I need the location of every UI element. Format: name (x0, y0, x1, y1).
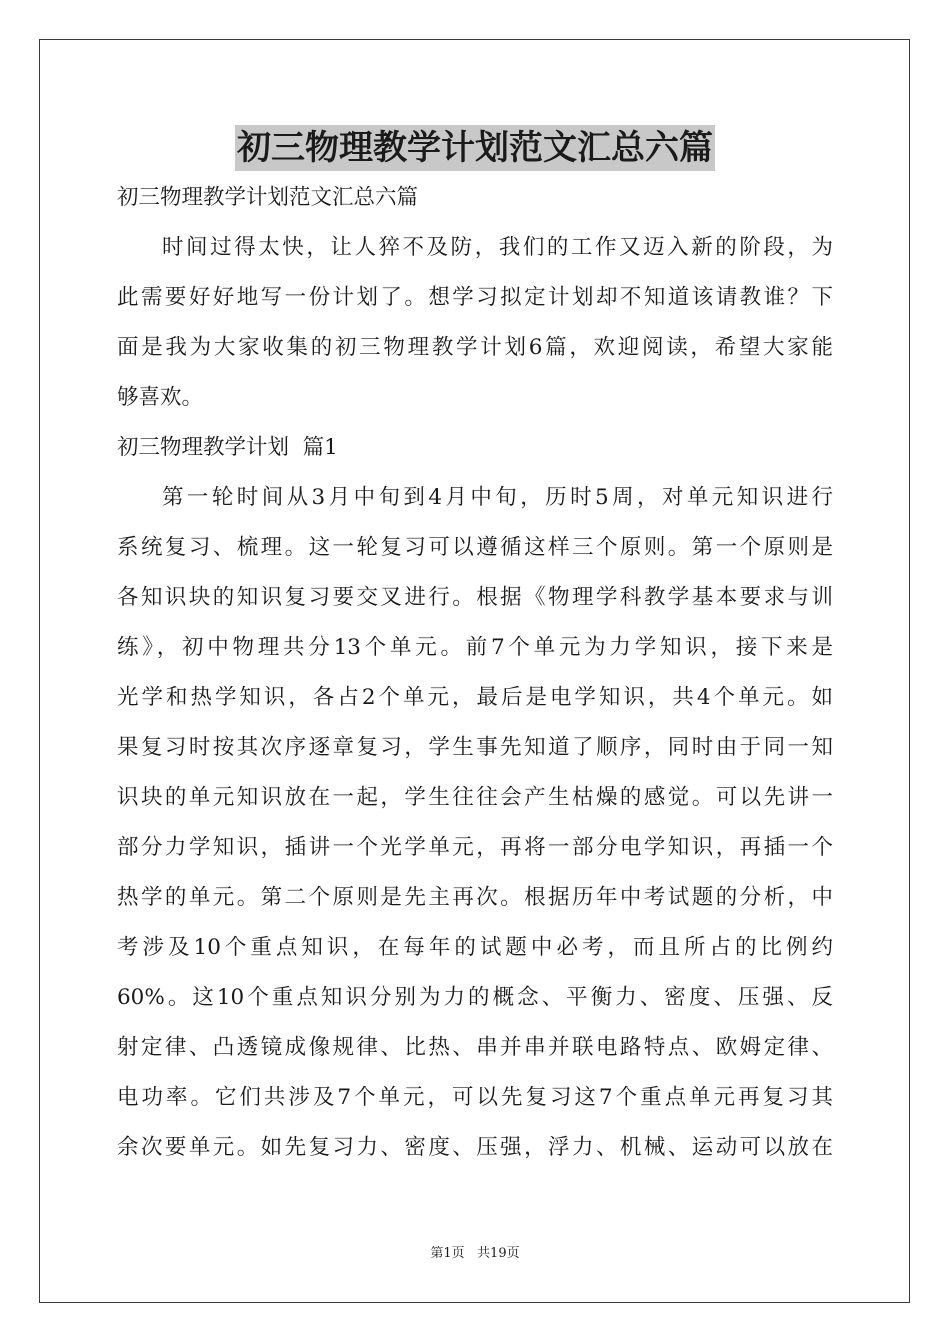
paragraph-line: 识块的单元知识放在一起，学生往往会产生枯燥的感觉。可以先讲一 (117, 785, 833, 810)
paragraph-line: 热学的单元。第二个原则是先主再次。根据历年中考试题的分析，中 (117, 885, 833, 910)
paragraph-line: 部分力学知识，插讲一个光学单元，再将一部分电学知识，再插一个 (117, 835, 833, 860)
paragraph-line: 各知识块的知识复习要交叉进行。根据《物理学科教学基本要求与训 (117, 585, 833, 610)
paragraph-line: 够喜欢。 (117, 385, 204, 410)
title-container (0, 125, 950, 171)
document-title: 初三物理教学计划范文汇总六篇 (235, 125, 715, 171)
paragraph-line: 余次要单元。如先复习力、密度、压强，浮力、机械、运动可以放在 (117, 1135, 833, 1160)
paragraph-line: 60%。这10个重点知识分别为力的概念、平衡力、密度、压强、反 (117, 985, 833, 1010)
paragraph-line: 考涉及10个重点知识，在每年的试题中必考，而且所占的比例约 (117, 935, 833, 960)
paragraph-line: 第一轮时间从3月中旬到4月中旬，历时5周，对单元知识进行 (162, 485, 833, 510)
paragraph-line: 面是我为大家收集的初三物理教学计划6篇，欢迎阅读，希望大家能 (117, 335, 833, 360)
paragraph-line: 光学和热学知识，各占2个单元，最后是电学知识，共4个单元。如 (117, 685, 833, 710)
page-footer: 第1页 共19页 (430, 1246, 520, 1261)
paragraph-line: 电功率。它们共涉及7个单元，可以先复习这7个重点单元再复习其 (117, 1085, 833, 1110)
paragraph-line: 时间过得太快，让人猝不及防，我们的工作又迈入新的阶段，为 (162, 235, 833, 260)
paragraph-line: 果复习时按其次序逐章复习，学生事先知道了顺序，同时由于同一知 (117, 735, 833, 760)
section-heading: 初三物理教学计划 篇1 (117, 435, 338, 460)
paragraph-line: 此需要好好地写一份计划了。想学习拟定计划却不知道该请教谁？下 (117, 285, 833, 310)
document-body (117, 173, 833, 1173)
paragraph-line: 系统复习、梳理。这一轮复习可以遵循这样三个原则。第一个原则是 (117, 535, 833, 560)
subtitle: 初三物理教学计划范文汇总六篇 (117, 185, 419, 210)
paragraph-line: 练》，初中物理共分13个单元。前7个单元为力学知识，接下来是 (117, 635, 833, 660)
paragraph-line: 射定律、凸透镜成像规律、比热、串并串并联电路特点、欧姆定律、 (117, 1035, 833, 1060)
